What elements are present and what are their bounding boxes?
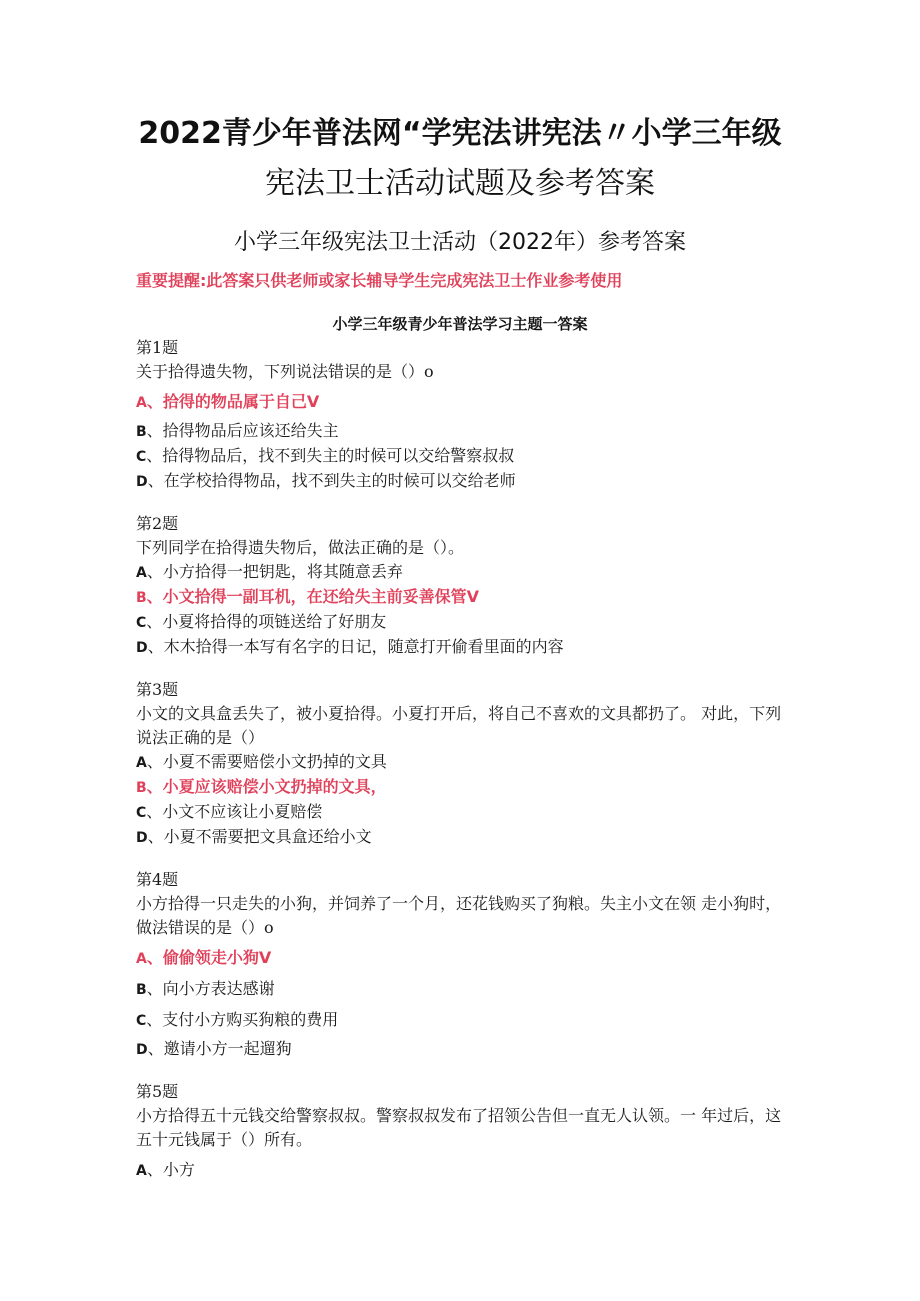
option-d <box>136 825 786 850</box>
option-text: 、支付小方购买狗粮的费用 <box>146 1010 339 1029</box>
option-b <box>136 977 786 1002</box>
option-letter: C <box>136 615 147 631</box>
document-subtitle: 小学三年级宪法卫士活动（2022年）参考答案 <box>234 230 686 255</box>
option-text: 、偷偷领走小狗V <box>146 948 272 967</box>
question-text: 小方拾得五十元钱交给警察叔叔。警察叔叔发布了招领公告但一直无人认领。一 年过后，这五十元钱属于（）所有。 <box>136 1106 782 1149</box>
option-letter: C <box>136 805 147 821</box>
question-5 <box>136 1080 786 1183</box>
option-letter: A <box>136 755 147 771</box>
option-a <box>136 750 786 775</box>
option-letter: A <box>136 395 147 411</box>
question-number: 第4题 <box>136 870 179 889</box>
option-text: 、小文不应该让小夏赔偿 <box>146 802 323 821</box>
question-2 <box>136 512 786 660</box>
question-number: 第2题 <box>136 514 179 533</box>
option-d <box>136 1037 786 1062</box>
option-letter: C <box>136 1013 147 1029</box>
option-text: 、拾得的物品属于自己V <box>146 392 320 411</box>
option-text: 、小夏应该赔偿小文扔掉的文具， <box>146 777 387 796</box>
question-text: 小方拾得一只走失的小狗，并饲养了一个月，还花钱购买了狗粮。失主小文在领 走小狗时，做法错误的是（）o <box>136 894 782 937</box>
option-text: 、小方拾得一把钥匙，将其随意丢弃 <box>146 562 403 581</box>
option-a <box>136 560 786 585</box>
option-b <box>136 419 786 444</box>
question-text: 关于拾得遗失物，下列说法错误的是（）o <box>136 362 434 381</box>
option-letter: C <box>136 449 147 465</box>
option-letter: D <box>136 830 148 846</box>
option-a <box>136 1158 786 1183</box>
option-letter: A <box>136 1163 147 1179</box>
option-text: 、拾得物品后应该还给失主 <box>146 421 339 440</box>
option-letter: B <box>136 590 147 606</box>
option-text: 、小夏将拾得的项链送给了好朋友 <box>146 612 387 631</box>
option-text: 、向小方表达感谢 <box>146 979 275 998</box>
option-text: 、邀请小方一起遛狗 <box>147 1039 292 1058</box>
question-number: 第5题 <box>136 1082 179 1101</box>
question-number: 第3题 <box>136 680 179 699</box>
option-letter: D <box>136 474 148 490</box>
option-a-correct <box>136 390 786 415</box>
question-text: 下列同学在拾得遗失物后，做法正确的是（）。 <box>136 538 465 557</box>
option-b-correct <box>136 775 786 800</box>
option-text: 、小夏不需要赔偿小文扔掉的文具 <box>146 752 387 771</box>
option-c <box>136 1008 786 1033</box>
question-4 <box>136 868 786 1062</box>
option-text: 、小方 <box>146 1160 195 1179</box>
option-a-correct <box>136 946 786 971</box>
option-letter: B <box>136 982 147 998</box>
option-letter: B <box>136 780 147 796</box>
option-c <box>136 444 786 469</box>
option-text: 、小夏不需要把文具盒还给小文 <box>147 827 372 846</box>
question-number: 第1题 <box>136 338 179 357</box>
option-d <box>136 469 786 494</box>
option-text: 、拾得物品后，找不到失主的时候可以交给警察叔叔 <box>146 446 515 465</box>
option-letter: D <box>136 640 148 656</box>
question-1 <box>136 336 786 494</box>
section-title: 小学三年级青少年普法学习主题一答案 <box>332 315 588 333</box>
question-list <box>136 336 786 1201</box>
option-c <box>136 800 786 825</box>
option-c <box>136 610 786 635</box>
option-text: 、木木拾得一本写有名字的日记，随意打开偷看里面的内容 <box>147 637 564 656</box>
important-notice: 重要提醒:此答案只供老师或家长辅导学生完成宪法卫士作业参考使用 <box>136 271 623 290</box>
document-title-line2: 宪法卫士活动试题及参考答案 <box>265 166 655 201</box>
option-text: 、在学校拾得物品，找不到失主的时候可以交给老师 <box>147 471 516 490</box>
document-title-line1: 2022青少年普法网“学宪法讲宪法〃小学三年级 <box>138 116 782 151</box>
option-letter: A <box>136 951 147 967</box>
option-b-correct <box>136 585 786 610</box>
question-text: 小文的文具盒丢失了，被小夏拾得。小夏打开后，将自己不喜欢的文具都扔了。 对此，下列说法正确的是（） <box>136 704 782 747</box>
question-3 <box>136 678 786 850</box>
option-letter: B <box>136 424 147 440</box>
option-text: 、小文拾得一副耳机，在还给失主前妥善保管V <box>146 587 480 606</box>
option-letter: D <box>136 1042 148 1058</box>
option-d <box>136 635 786 660</box>
option-letter: A <box>136 565 147 581</box>
